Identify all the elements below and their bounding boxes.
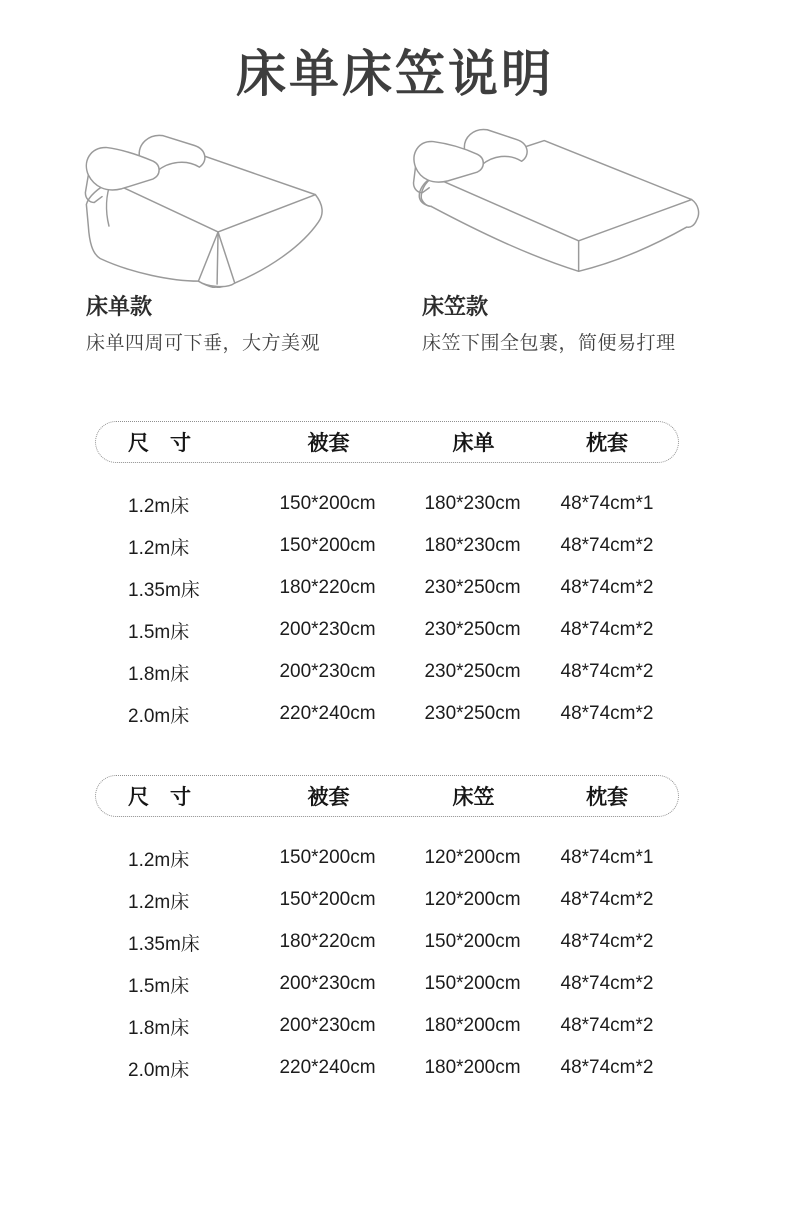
cell-flat-sheet: 180*230cm [424,493,521,514]
cell-fitted-sheet: 120*200cm [424,847,521,868]
cell-flat-sheet: 230*250cm [424,577,521,598]
cell-pillowcase: 48*74cm*2 [560,973,654,994]
table-row [95,837,679,879]
cell-pillowcase: 48*74cm*1 [560,493,654,514]
bed-fitted-figure [408,116,720,355]
cell-flat-sheet: 180*230cm [424,535,521,556]
cell-size: 1.35m床 [128,933,200,955]
cell-size: 2.0m床 [128,705,190,727]
cell-fitted-sheet: 180*200cm [424,1057,521,1078]
table-row [95,693,679,735]
header-duvet-cover: 被套 [307,432,350,455]
cell-fitted-sheet: 180*200cm [424,1015,521,1036]
cell-flat-sheet: 230*250cm [424,703,521,724]
cell-duvet-cover: 200*230cm [279,619,376,640]
table-row [95,1047,679,1089]
bed-sheet-illustration [72,116,372,288]
cell-pillowcase: 48*74cm*2 [560,661,654,682]
cell-duvet-cover: 150*200cm [279,847,376,868]
table-row [95,651,679,693]
header-size: 尺 寸 [128,432,191,455]
cell-pillowcase: 48*74cm*2 [560,931,654,952]
cell-duvet-cover: 150*200cm [279,493,376,514]
cell-fitted-sheet: 150*200cm [424,973,521,994]
cell-size: 1.2m床 [128,849,190,871]
cell-size: 1.35m床 [128,579,200,601]
cell-duvet-cover: 180*220cm [279,577,376,598]
cell-size: 1.5m床 [128,621,190,643]
cell-fitted-sheet: 150*200cm [424,931,521,952]
table-row [95,879,679,921]
cell-flat-sheet: 230*250cm [424,661,521,682]
table-row [95,609,679,651]
page-title: 床单床笠说明 [236,46,554,102]
sheet-size-table [95,421,679,735]
header-size: 尺 寸 [128,786,191,809]
bed-sheet-name: 床单款 [86,294,153,319]
cell-size: 2.0m床 [128,1059,190,1081]
cell-pillowcase: 48*74cm*2 [560,1015,654,1036]
fitted-table-rows [95,837,679,1089]
table-row [95,1005,679,1047]
cell-size: 1.8m床 [128,663,190,685]
table-row [95,963,679,1005]
cell-flat-sheet: 230*250cm [424,619,521,640]
header-duvet-cover: 被套 [307,786,350,809]
cell-duvet-cover: 200*230cm [279,1015,376,1036]
cell-pillowcase: 48*74cm*1 [560,847,654,868]
cell-duvet-cover: 220*240cm [279,1057,376,1078]
cell-duvet-cover: 200*230cm [279,973,376,994]
table-row [95,525,679,567]
bed-sheet-desc: 床单四周可下垂，大方美观 [86,333,321,354]
cell-size: 1.2m床 [128,891,190,913]
cell-fitted-sheet: 120*200cm [424,889,521,910]
cell-duvet-cover: 180*220cm [279,931,376,952]
table-row [95,921,679,963]
sheet-table-rows [95,483,679,735]
cell-size: 1.8m床 [128,1017,190,1039]
bed-fitted-desc: 床笠下围全包裹，简便易打理 [422,333,676,354]
cell-pillowcase: 48*74cm*2 [560,619,654,640]
cell-pillowcase: 48*74cm*2 [560,577,654,598]
cell-duvet-cover: 150*200cm [279,535,376,556]
cell-duvet-cover: 150*200cm [279,889,376,910]
header-pillowcase: 枕套 [586,432,628,455]
header-flat-sheet: 床单 [452,432,495,455]
cell-size: 1.2m床 [128,537,190,559]
bed-sheet-figure [72,116,384,355]
cell-size: 1.5m床 [128,975,190,997]
cell-pillowcase: 48*74cm*2 [560,703,654,724]
header-fitted-sheet: 床笠 [452,786,495,809]
fitted-table-header [95,775,679,817]
cell-pillowcase: 48*74cm*2 [560,889,654,910]
cell-duvet-cover: 220*240cm [279,703,376,724]
cell-size: 1.2m床 [128,495,190,517]
fitted-size-table [95,775,679,1089]
bed-fitted-illustration [408,116,708,288]
cell-pillowcase: 48*74cm*2 [560,535,654,556]
cell-pillowcase: 48*74cm*2 [560,1057,654,1078]
bed-fitted-name: 床笠款 [422,294,489,319]
table-row [95,483,679,525]
sheet-table-header [95,421,679,463]
table-row [95,567,679,609]
header-pillowcase: 枕套 [586,786,628,809]
cell-duvet-cover: 200*230cm [279,661,376,682]
